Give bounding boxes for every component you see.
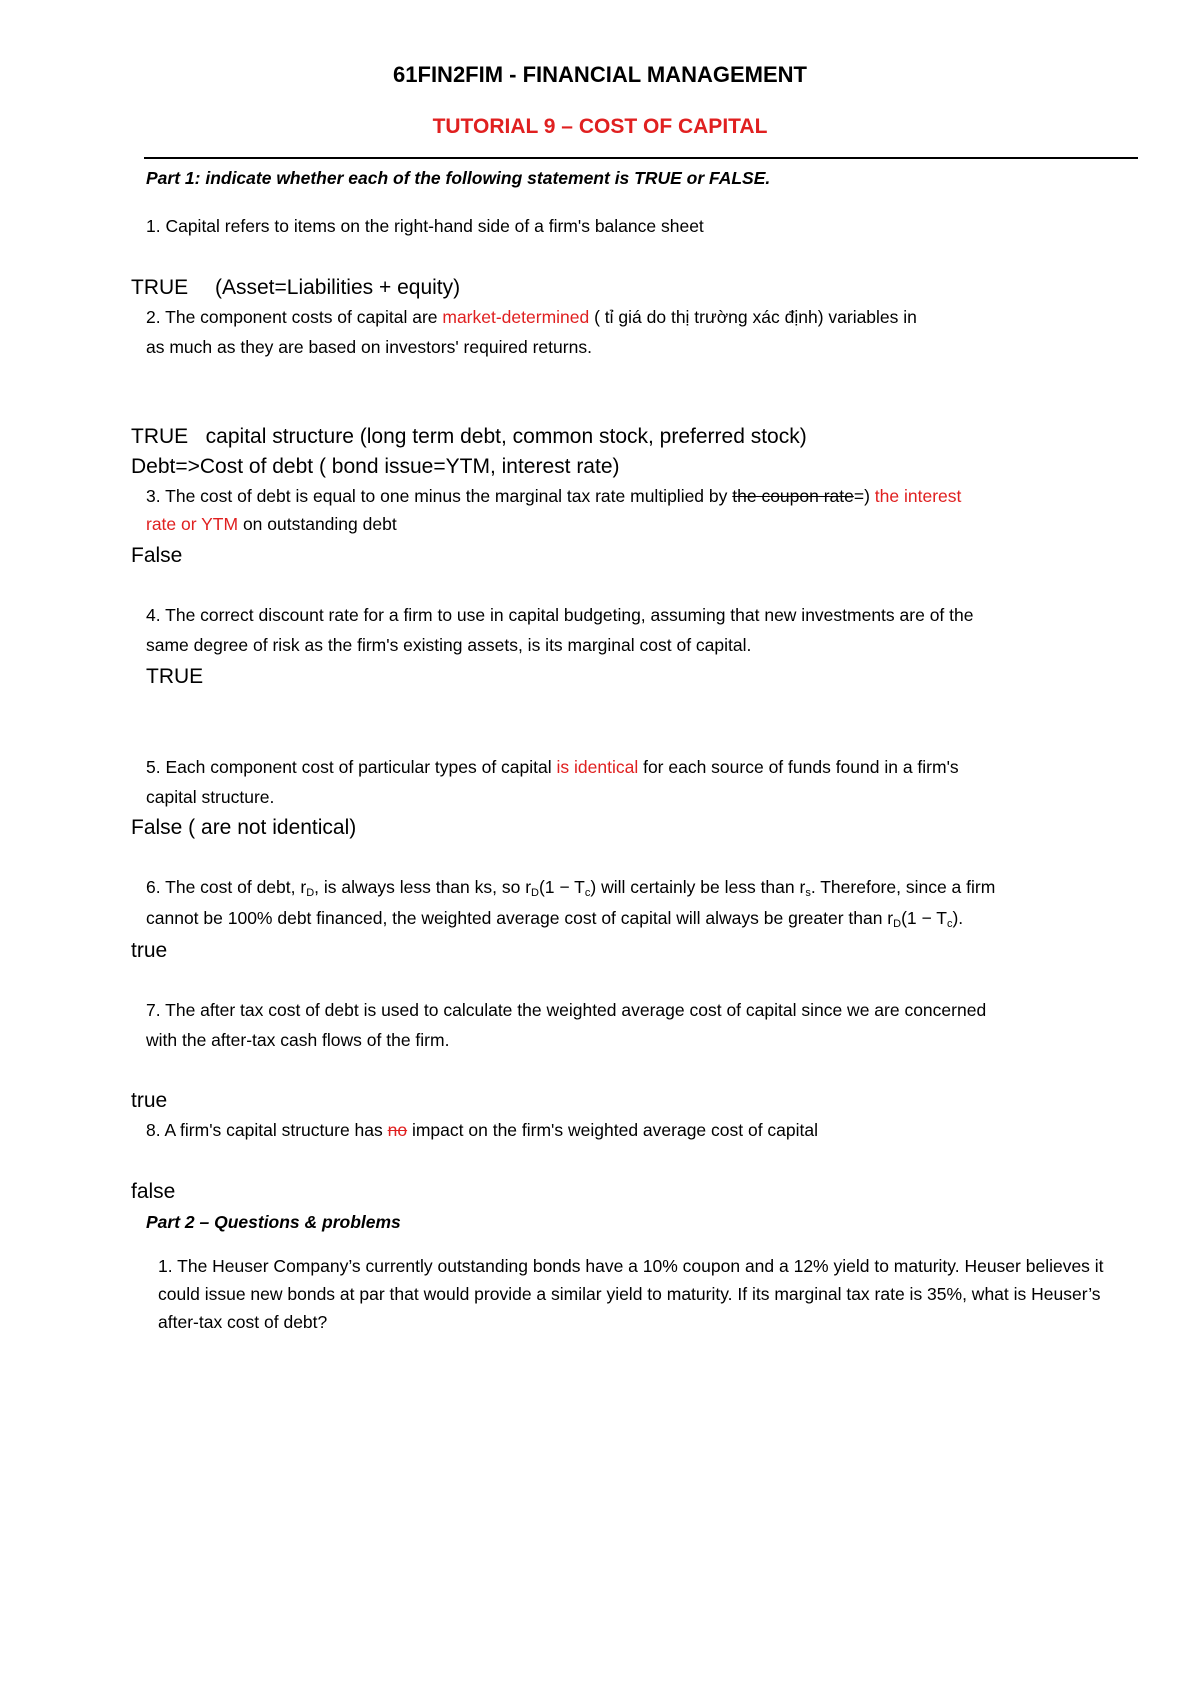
question-3-highlight-2: rate or YTM [146,514,239,534]
q6-text-a: 6. The cost of debt, r [146,877,307,897]
q6-text-e: . Therefore, since a firm [810,877,996,897]
answer-2-line2: Debt=>Cost of debt ( bond issue=YTM, interest rate) [131,455,620,478]
q6-sub-s: s [805,887,811,899]
q6-sub-d2: D [531,887,539,899]
tutorial-title: TUTORIAL 9 – COST OF CAPITAL [432,115,768,138]
part2-question-1: 1. The Heuser Company’s currently outstanding bonds have a 10% coupon and a 12% yield to maturity. Heuser believes it could issue new bonds at par that would provide a similar yield to maturity. If its marginal tax rate is 35%, what is Heuser’s after-tax cost of debt? [158,1256,1104,1332]
answer-3-verdict: False [131,544,183,567]
q6-line2-sub-c: c [946,918,953,930]
question-2-post: ( tỉ giá do thị trường xác định) variables in [589,307,917,327]
q6-line2-c: ). [952,908,964,928]
question-2 [146,307,917,327]
question-3-arrow: =) [853,486,870,506]
question-2-pre: 2. The component costs of capital are [146,307,443,327]
answer-2-line1: TRUE capital structure (long term debt, common stock, preferred stock) [131,425,807,448]
question-2-line2: as much as they are based on investors' required returns. [146,337,592,357]
question-8-struck: no [387,1120,408,1140]
question-5-highlight: is identical [556,757,639,777]
part2-heading: Part 2 – Questions & problems [146,1212,401,1232]
q6-sub-d: D [306,887,315,899]
question-3-post: on outstanding debt [238,514,397,534]
question-3-pre: 3. The cost of debt is equal to one minus the marginal tax rate multiplied by [146,486,733,506]
question-7-line1: 7. The after tax cost of debt is used to calculate the weighted average cost of capital since we are concerned [146,1000,987,1020]
q6-line2-sub-d: D [893,918,902,930]
question-5-post: for each source of funds found in a firm's [638,757,959,777]
question-7-line2: with the after-tax cash flows of the firm. [146,1030,450,1050]
question-5 [146,757,959,777]
answer-1-note: (Asset=Liabilities + equity) [215,276,461,299]
answer-6-verdict: true [131,939,168,962]
question-2-highlight: market-determined [442,307,590,327]
q6-text-d: ) will certainly be less than r [590,877,806,897]
question-3 [146,486,961,506]
question-8-pre: 8. A firm's capital structure has [146,1120,388,1140]
question-4-line2: same degree of risk as the firm's existing assets, is its marginal cost of capital. [146,635,752,655]
q6-line2-b: (1 − T [901,908,947,928]
answer-4-verdict: TRUE [146,665,204,688]
question-3-highlight: the interest [869,486,962,506]
question-5-pre: 5. Each component cost of particular types of capital [146,757,557,777]
q6-text-c: (1 − T [538,877,585,897]
question-4-line1: 4. The correct discount rate for a firm to use in capital budgeting, assuming that new investments are of the [146,605,974,625]
answer-8-verdict: false [131,1180,176,1203]
question-3-line2 [146,514,397,534]
question-6-line1 [146,877,995,897]
part1-heading: Part 1: indicate whether each of the following statement is TRUE or FALSE. [146,168,771,188]
q6-line2-a: cannot be 100% debt financed, the weighted average cost of capital will always be greater than r [146,908,894,928]
question-3-struck: the coupon rate [732,486,854,506]
answer-7-verdict: true [131,1089,168,1112]
answer-1-verdict: TRUE [131,276,189,299]
header-divider [144,157,1138,159]
q6-text-b: , is always less than ks, so r [314,877,532,897]
question-6-line2 [146,908,963,928]
question-8-post: impact on the firm's weighted average cost of capital [407,1120,819,1140]
course-title: 61FIN2FIM - FINANCIAL MANAGEMENT [393,62,807,87]
q6-sub-c: c [584,887,591,899]
answer-5-verdict: False ( are not identical) [131,816,357,839]
question-5-line2: capital structure. [146,787,275,807]
question-1: 1. Capital refers to items on the right-hand side of a firm's balance sheet [146,216,704,236]
question-8 [146,1120,818,1140]
